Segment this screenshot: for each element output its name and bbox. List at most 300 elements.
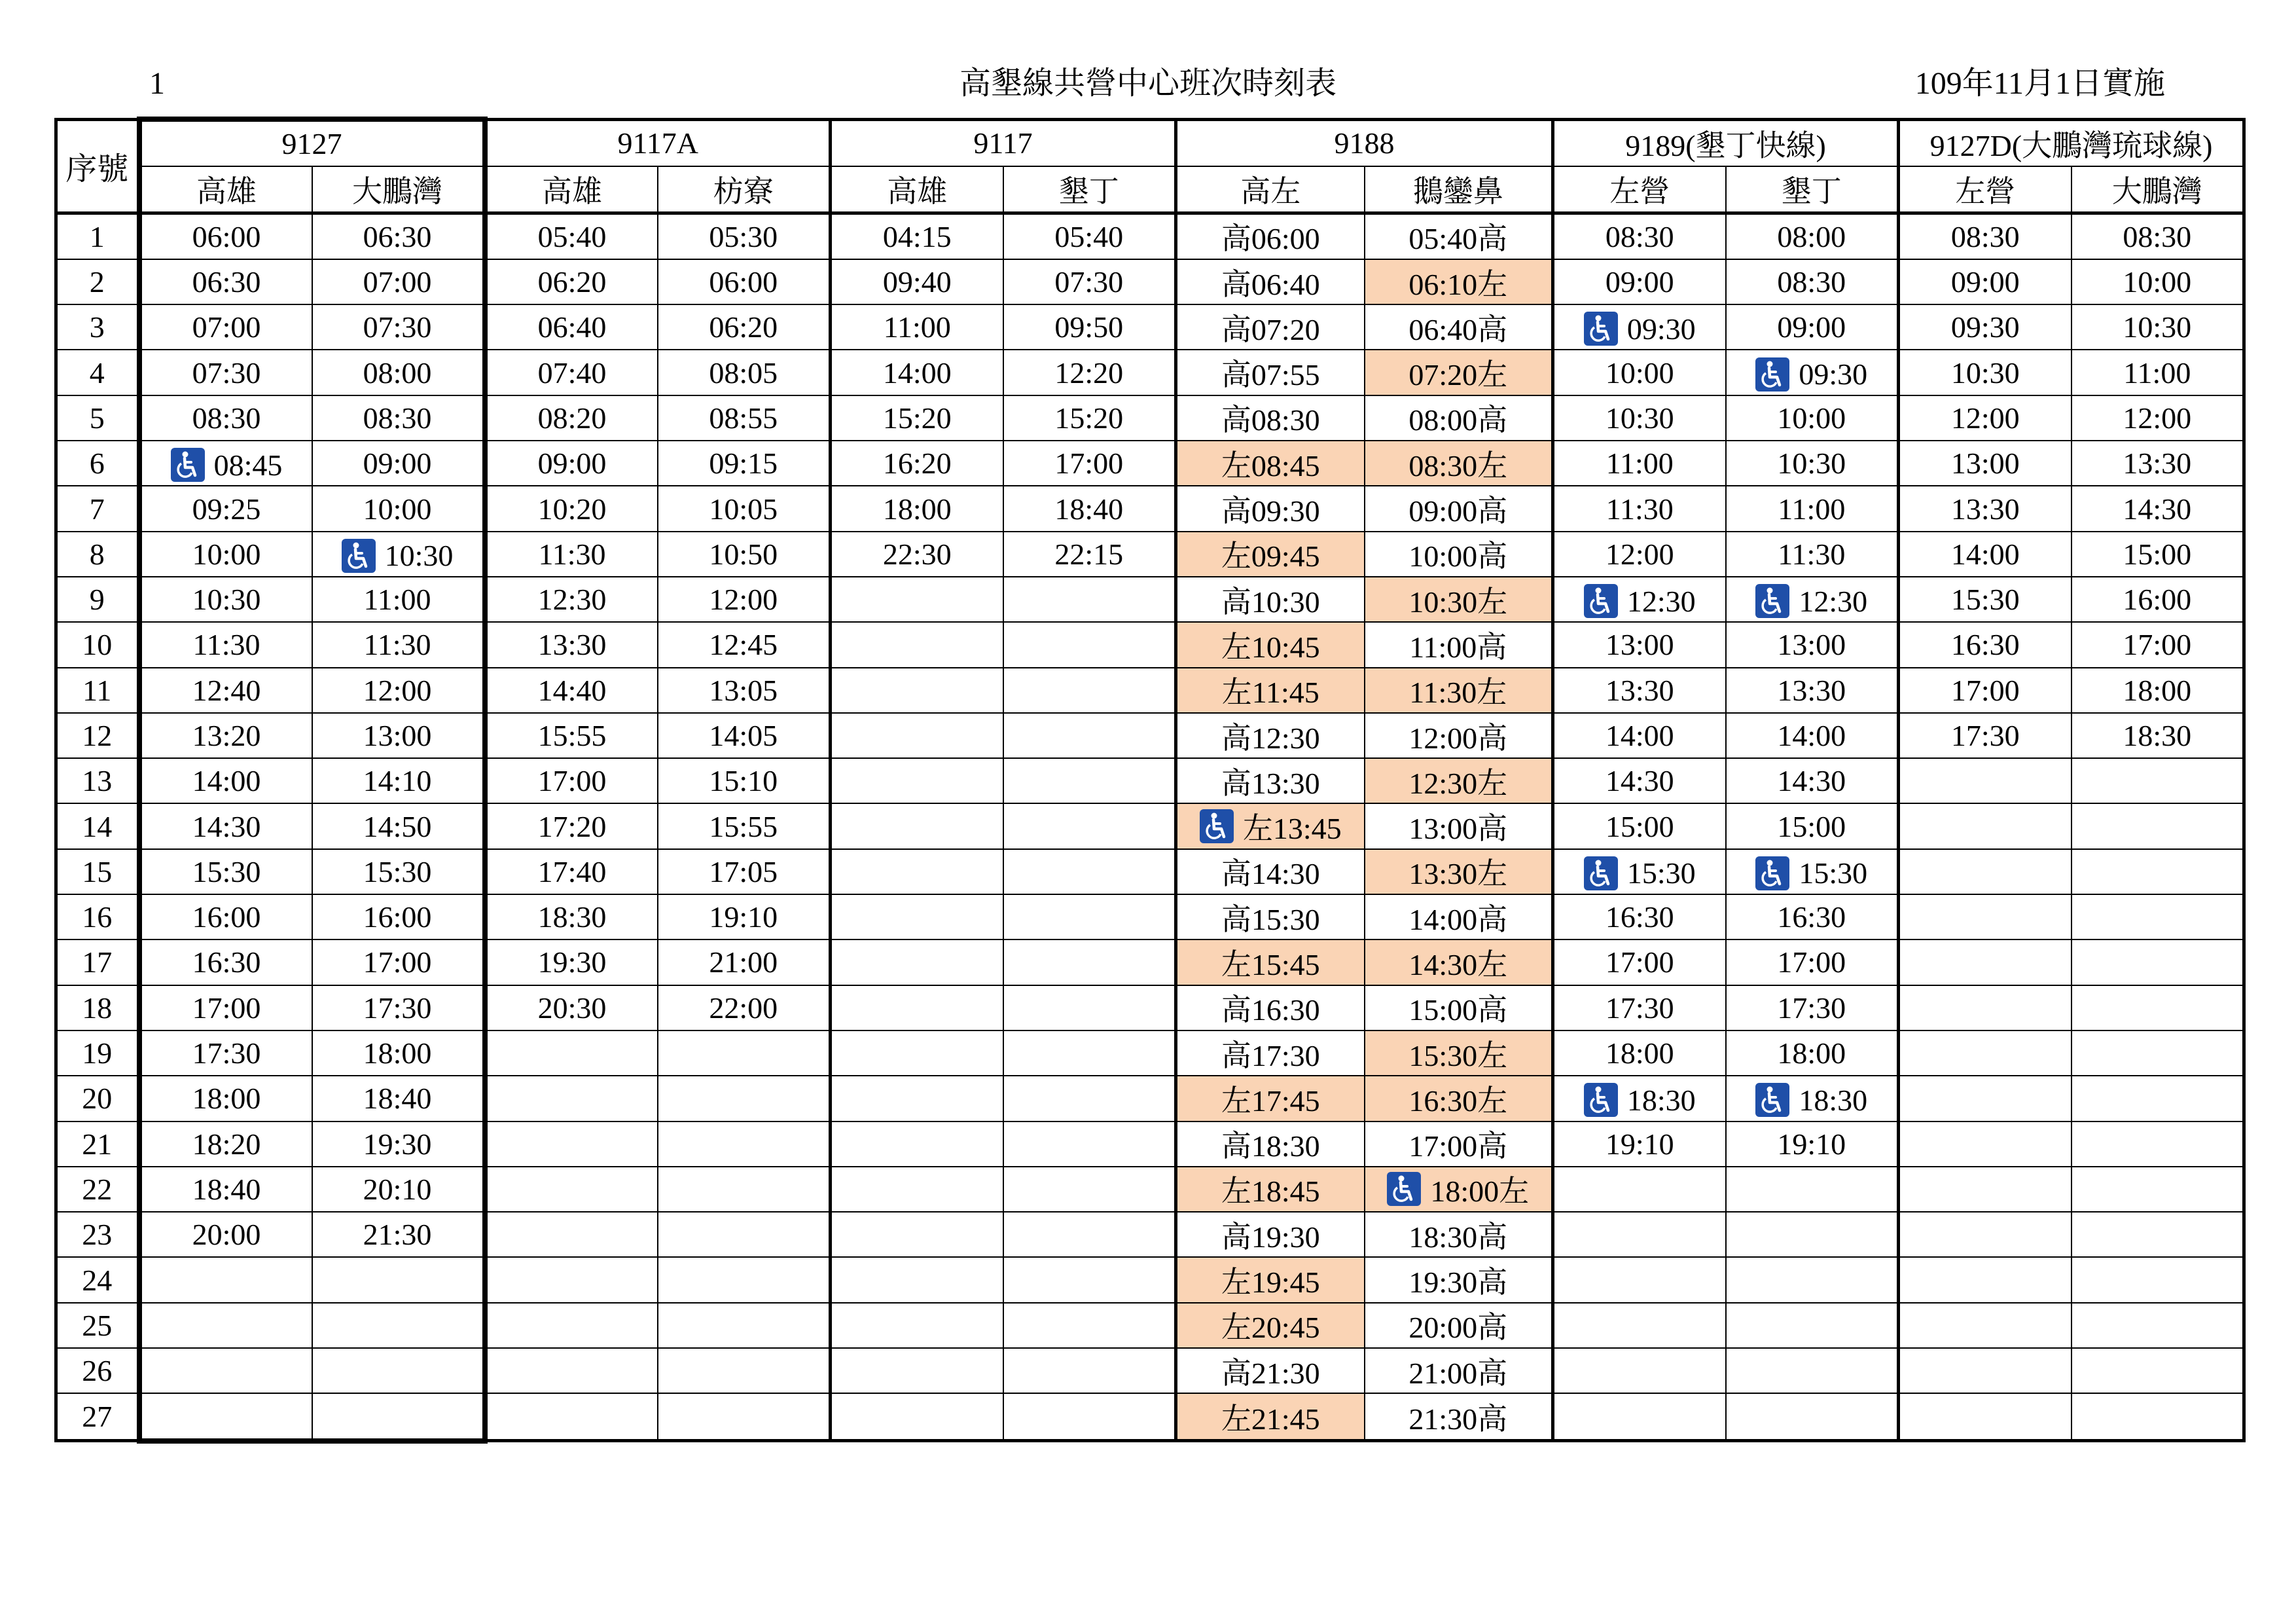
departure-time: 10:30 — [1553, 395, 1726, 441]
departure-time: 15:30 — [139, 849, 312, 894]
stop-header: 大鵬灣 — [312, 166, 485, 213]
row-index: 25 — [56, 1303, 139, 1348]
departure-time: 左08:45 — [1176, 441, 1365, 486]
departure-time: 18:40 — [139, 1167, 312, 1212]
row-index: 11 — [56, 668, 139, 713]
table-row — [56, 803, 2244, 848]
departure-time — [831, 622, 1003, 667]
departure-time — [1553, 1348, 1726, 1393]
departure-time: 18:20 — [139, 1122, 312, 1167]
wheelchair-icon — [1584, 856, 1618, 890]
departure-time — [831, 1303, 1003, 1348]
departure-time: 12:30左 — [1365, 758, 1553, 803]
departure-time: 12:00 — [2072, 395, 2244, 441]
departure-time — [312, 1257, 485, 1302]
departure-time — [658, 1348, 831, 1393]
departure-time — [2072, 1348, 2244, 1393]
departure-time: 08:55 — [658, 395, 831, 441]
departure-time: 06:10左 — [1365, 259, 1553, 304]
departure-time: 07:30 — [139, 350, 312, 395]
departure-time: 18:40 — [1003, 486, 1176, 531]
departure-time: 07:00 — [312, 259, 485, 304]
stop-header: 高雄 — [485, 166, 658, 213]
row-index: 22 — [56, 1167, 139, 1212]
departure-time — [1176, 803, 1365, 848]
departure-time: 22:00 — [658, 985, 831, 1030]
departure-time: 16:20 — [831, 441, 1003, 486]
departure-time — [485, 1076, 658, 1121]
table-row — [56, 1303, 2244, 1348]
departure-time: 13:00 — [1899, 441, 2072, 486]
departure-time — [1899, 1167, 2072, 1212]
table-row — [56, 577, 2244, 622]
departure-time — [2072, 1076, 2244, 1121]
table-row — [56, 1030, 2244, 1076]
departure-time — [658, 1167, 831, 1212]
departure-time: 19:30 — [312, 1122, 485, 1167]
stop-header: 鵝鑾鼻 — [1365, 166, 1553, 213]
departure-time: 高17:30 — [1176, 1030, 1365, 1076]
departure-time — [1553, 1212, 1726, 1257]
stop-header: 墾丁 — [1003, 166, 1176, 213]
departure-time: 17:30 — [1899, 713, 2072, 758]
departure-time — [831, 758, 1003, 803]
table-row — [56, 939, 2244, 985]
departure-time — [139, 1348, 312, 1393]
departure-time: 08:30 — [1726, 259, 1899, 304]
departure-time: 19:30 — [485, 939, 658, 985]
departure-time: 左17:45 — [1176, 1076, 1365, 1121]
departure-time — [831, 1348, 1003, 1393]
departure-time — [831, 1030, 1003, 1076]
departure-time — [139, 1257, 312, 1302]
row-index: 6 — [56, 441, 139, 486]
departure-time: 12:00高 — [1365, 713, 1553, 758]
departure-time — [1553, 1393, 1726, 1440]
wheelchair-icon — [1755, 357, 1789, 392]
departure-time: 13:30 — [1726, 668, 1899, 713]
departure-time — [2072, 939, 2244, 985]
departure-time: 09:00 — [312, 441, 485, 486]
table-row — [56, 1348, 2244, 1393]
row-index: 3 — [56, 304, 139, 350]
departure-time: 16:30 — [1553, 894, 1726, 939]
row-index: 9 — [56, 577, 139, 622]
departure-time: 06:30 — [139, 259, 312, 304]
departure-time: 左18:45 — [1176, 1167, 1365, 1212]
departure-time — [1003, 1303, 1176, 1348]
departure-time — [1003, 622, 1176, 667]
departure-time — [1726, 1348, 1899, 1393]
departure-time-text: 18:30 — [1799, 1083, 1868, 1117]
row-index: 5 — [56, 395, 139, 441]
wheelchair-icon — [1584, 1083, 1618, 1117]
departure-time: 高09:30 — [1176, 486, 1365, 531]
departure-time: 15:30左 — [1365, 1030, 1553, 1076]
departure-time — [1899, 1257, 2072, 1302]
timetable-header — [56, 119, 2244, 213]
departure-time: 14:50 — [312, 803, 485, 848]
departure-time: 10:30 — [1899, 350, 2072, 395]
departure-time — [2072, 758, 2244, 803]
departure-time — [1726, 350, 1899, 395]
route-header: 9127 — [139, 119, 485, 166]
stop-header: 墾丁 — [1726, 166, 1899, 213]
departure-time: 10:05 — [658, 486, 831, 531]
departure-time-text: 15:30 — [1626, 856, 1696, 890]
table-row — [56, 1257, 2244, 1302]
departure-time: 11:00 — [831, 304, 1003, 350]
departure-time — [1003, 1122, 1176, 1167]
table-row — [56, 1167, 2244, 1212]
departure-time: 高10:30 — [1176, 577, 1365, 622]
row-index: 10 — [56, 622, 139, 667]
departure-time: 高16:30 — [1176, 985, 1365, 1030]
table-row — [56, 1393, 2244, 1440]
departure-time — [485, 1212, 658, 1257]
departure-time: 17:00 — [2072, 622, 2244, 667]
departure-time: 04:15 — [831, 213, 1003, 259]
departure-time: 09:00 — [1899, 259, 2072, 304]
departure-time — [1003, 1212, 1176, 1257]
departure-time — [1003, 985, 1176, 1030]
departure-time: 21:00高 — [1365, 1348, 1553, 1393]
departure-time — [831, 803, 1003, 848]
departure-time: 14:30 — [2072, 486, 2244, 531]
departure-time — [1899, 1303, 2072, 1348]
departure-time — [2072, 1030, 2244, 1076]
departure-time — [312, 1303, 485, 1348]
departure-time: 20:00 — [139, 1212, 312, 1257]
table-row — [56, 1076, 2244, 1121]
departure-time: 10:00高 — [1365, 532, 1553, 577]
departure-time — [1003, 1167, 1176, 1212]
departure-time: 11:30左 — [1365, 668, 1553, 713]
departure-time: 14:30左 — [1365, 939, 1553, 985]
departure-time: 11:30 — [485, 532, 658, 577]
departure-time: 左15:45 — [1176, 939, 1365, 985]
departure-time: 高14:30 — [1176, 849, 1365, 894]
table-row — [56, 713, 2244, 758]
departure-time: 11:30 — [1553, 486, 1726, 531]
departure-time — [831, 1393, 1003, 1440]
departure-time: 高13:30 — [1176, 758, 1365, 803]
departure-time: 13:30 — [2072, 441, 2244, 486]
departure-time: 13:05 — [658, 668, 831, 713]
departure-time: 15:10 — [658, 758, 831, 803]
departure-time — [2072, 1212, 2244, 1257]
departure-time: 15:00 — [2072, 532, 2244, 577]
departure-time: 17:05 — [658, 849, 831, 894]
departure-time: 09:40 — [831, 259, 1003, 304]
departure-time-text: 10:30 — [384, 539, 454, 573]
departure-time — [2072, 1122, 2244, 1167]
wheelchair-icon — [171, 448, 205, 482]
departure-time: 15:00高 — [1365, 985, 1553, 1030]
departure-time: 12:30 — [485, 577, 658, 622]
wheelchair-icon — [1755, 856, 1789, 890]
departure-time: 13:00 — [1553, 622, 1726, 667]
departure-time: 17:00 — [312, 939, 485, 985]
departure-time: 08:30 — [312, 395, 485, 441]
table-row — [56, 350, 2244, 395]
departure-time — [831, 985, 1003, 1030]
departure-time: 10:30左 — [1365, 577, 1553, 622]
departure-time: 05:40 — [1003, 213, 1176, 259]
departure-time: 07:30 — [1003, 259, 1176, 304]
departure-time: 09:30 — [1899, 304, 2072, 350]
departure-time — [1003, 758, 1176, 803]
departure-time — [1726, 1167, 1899, 1212]
departure-time — [1899, 1212, 2072, 1257]
departure-time: 高19:30 — [1176, 1212, 1365, 1257]
departure-time: 17:20 — [485, 803, 658, 848]
departure-time — [2072, 1257, 2244, 1302]
departure-time — [1899, 1393, 2072, 1440]
route-header: 9188 — [1176, 119, 1553, 166]
stop-header: 高雄 — [139, 166, 312, 213]
departure-time — [1003, 803, 1176, 848]
departure-time — [485, 1122, 658, 1167]
departure-time-text: 09:30 — [1626, 312, 1696, 346]
departure-time: 08:30 — [139, 395, 312, 441]
departure-time: 18:00 — [1726, 1030, 1899, 1076]
departure-time — [2072, 1303, 2244, 1348]
wheelchair-icon — [1755, 584, 1789, 618]
stop-header: 高左 — [1176, 166, 1365, 213]
departure-time: 13:00 — [1726, 622, 1899, 667]
departure-time — [1553, 577, 1726, 622]
departure-time — [485, 1257, 658, 1302]
departure-time: 16:30 — [139, 939, 312, 985]
departure-time: 12:20 — [1003, 350, 1176, 395]
departure-time: 14:10 — [312, 758, 485, 803]
departure-time — [1726, 1303, 1899, 1348]
stop-header: 左營 — [1553, 166, 1726, 213]
departure-time: 05:30 — [658, 213, 831, 259]
departure-time: 13:30 — [485, 622, 658, 667]
row-index: 17 — [56, 939, 139, 985]
row-index: 13 — [56, 758, 139, 803]
departure-time — [831, 1122, 1003, 1167]
departure-time — [1365, 1167, 1553, 1212]
departure-time: 20:10 — [312, 1167, 485, 1212]
departure-time: 09:00 — [1726, 304, 1899, 350]
row-index: 12 — [56, 713, 139, 758]
departure-time: 20:00高 — [1365, 1303, 1553, 1348]
departure-time: 13:20 — [139, 713, 312, 758]
departure-time — [2072, 1393, 2244, 1440]
departure-time: 14:30 — [139, 803, 312, 848]
departure-time — [1553, 1303, 1726, 1348]
table-row — [56, 532, 2244, 577]
departure-time — [2072, 849, 2244, 894]
departure-time: 07:20左 — [1365, 350, 1553, 395]
departure-time: 18:30 — [2072, 713, 2244, 758]
departure-time — [139, 1393, 312, 1440]
departure-time: 18:00 — [312, 1030, 485, 1076]
table-row — [56, 849, 2244, 894]
stop-header: 枋寮 — [658, 166, 831, 213]
departure-time — [485, 1167, 658, 1212]
table-row — [56, 486, 2244, 531]
departure-time: 22:30 — [831, 532, 1003, 577]
departure-time: 14:00 — [1553, 713, 1726, 758]
route-header: 9117A — [485, 119, 831, 166]
departure-time — [485, 1303, 658, 1348]
stop-header: 高雄 — [831, 166, 1003, 213]
departure-time: 13:30 — [1899, 486, 2072, 531]
departure-time: 11:00 — [1726, 486, 1899, 531]
departure-time: 08:30 — [2072, 213, 2244, 259]
departure-time: 08:00 — [1726, 213, 1899, 259]
departure-time: 07:40 — [485, 350, 658, 395]
departure-time — [1003, 1030, 1176, 1076]
departure-time: 21:30高 — [1365, 1393, 1553, 1440]
departure-time-text: 左13:45 — [1242, 812, 1342, 846]
departure-time — [658, 1076, 831, 1121]
departure-time: 高06:40 — [1176, 259, 1365, 304]
departure-time: 21:30 — [312, 1212, 485, 1257]
departure-time: 17:00 — [1726, 939, 1899, 985]
table-row — [56, 622, 2244, 667]
departure-time — [1726, 1257, 1899, 1302]
table-row — [56, 758, 2244, 803]
departure-time — [1726, 849, 1899, 894]
departure-time: 17:30 — [139, 1030, 312, 1076]
row-index: 14 — [56, 803, 139, 848]
departure-time: 06:00 — [658, 259, 831, 304]
departure-time — [485, 1030, 658, 1076]
departure-time — [658, 1122, 831, 1167]
effective-date: 109年11月1日實施 — [1914, 66, 2165, 101]
row-index: 20 — [56, 1076, 139, 1121]
departure-time: 18:00 — [139, 1076, 312, 1121]
page-number: 1 — [149, 66, 165, 101]
departure-time — [831, 939, 1003, 985]
departure-time: 16:30 — [1726, 894, 1899, 939]
departure-time: 10:30 — [139, 577, 312, 622]
departure-time: 11:30 — [139, 622, 312, 667]
index-header: 序號 — [56, 119, 139, 213]
row-index: 21 — [56, 1122, 139, 1167]
departure-time: 15:20 — [1003, 395, 1176, 441]
departure-time: 19:30高 — [1365, 1257, 1553, 1302]
wheelchair-icon — [342, 539, 376, 573]
departure-time: 06:40 — [485, 304, 658, 350]
departure-time: 14:05 — [658, 713, 831, 758]
departure-time-text: 08:45 — [213, 448, 283, 482]
departure-time: 15:20 — [831, 395, 1003, 441]
departure-time — [2072, 803, 2244, 848]
departure-time — [1003, 849, 1176, 894]
departure-time — [2072, 1167, 2244, 1212]
departure-time: 14:00 — [1899, 532, 2072, 577]
row-index: 4 — [56, 350, 139, 395]
departure-time — [2072, 985, 2244, 1030]
departure-time: 08:30 — [1899, 213, 2072, 259]
departure-time: 左19:45 — [1176, 1257, 1365, 1302]
departure-time — [1553, 1257, 1726, 1302]
departure-time — [485, 1393, 658, 1440]
departure-time — [1899, 803, 2072, 848]
departure-time: 17:40 — [485, 849, 658, 894]
departure-time-text: 18:00左 — [1430, 1175, 1530, 1209]
departure-time — [1003, 1076, 1176, 1121]
departure-time-text: 09:30 — [1799, 357, 1868, 392]
departure-time: 19:10 — [658, 894, 831, 939]
departure-time: 16:00 — [139, 894, 312, 939]
departure-time — [658, 1030, 831, 1076]
departure-time: 13:30左 — [1365, 849, 1553, 894]
departure-time — [831, 849, 1003, 894]
departure-time: 17:30 — [1726, 985, 1899, 1030]
departure-time — [831, 894, 1003, 939]
departure-time: 左20:45 — [1176, 1303, 1365, 1348]
departure-time: 12:00 — [1553, 532, 1726, 577]
departure-time — [658, 1257, 831, 1302]
departure-time: 高21:30 — [1176, 1348, 1365, 1393]
departure-time — [1003, 894, 1176, 939]
departure-time: 14:00高 — [1365, 894, 1553, 939]
timetable — [54, 117, 2246, 1444]
departure-time — [658, 1303, 831, 1348]
departure-time — [1899, 939, 2072, 985]
departure-time: 10:50 — [658, 532, 831, 577]
departure-time: 左11:45 — [1176, 668, 1365, 713]
wheelchair-icon — [1755, 1083, 1789, 1117]
departure-time: 14:00 — [1726, 713, 1899, 758]
row-index: 2 — [56, 259, 139, 304]
departure-time: 高18:30 — [1176, 1122, 1365, 1167]
departure-time: 06:40高 — [1365, 304, 1553, 350]
route-header: 9117 — [831, 119, 1176, 166]
departure-time — [1003, 1257, 1176, 1302]
departure-time: 06:00 — [139, 213, 312, 259]
departure-time-text: 18:30 — [1626, 1083, 1696, 1117]
departure-time: 17:00 — [1899, 668, 2072, 713]
departure-time: 17:30 — [1553, 985, 1726, 1030]
departure-time — [312, 532, 485, 577]
departure-time: 14:00 — [831, 350, 1003, 395]
departure-time — [1899, 758, 2072, 803]
departure-time: 10:30 — [1726, 441, 1899, 486]
row-index: 1 — [56, 213, 139, 259]
table-row — [56, 668, 2244, 713]
departure-time: 17:00 — [139, 985, 312, 1030]
wheelchair-icon — [1200, 809, 1234, 843]
departure-time — [1553, 1076, 1726, 1121]
departure-time: 18:00 — [1553, 1030, 1726, 1076]
row-index: 27 — [56, 1393, 139, 1440]
table-row — [56, 894, 2244, 939]
row-index: 24 — [56, 1257, 139, 1302]
departure-time — [1553, 1167, 1726, 1212]
departure-time: 06:20 — [658, 304, 831, 350]
departure-time: 12:00 — [1899, 395, 2072, 441]
departure-time: 09:25 — [139, 486, 312, 531]
departure-time: 13:00 — [312, 713, 485, 758]
departure-time: 11:00 — [2072, 350, 2244, 395]
departure-time: 09:00 — [485, 441, 658, 486]
wheelchair-icon — [1584, 584, 1618, 618]
departure-time — [1726, 1393, 1899, 1440]
departure-time — [831, 713, 1003, 758]
departure-time: 10:00 — [139, 532, 312, 577]
departure-time: 10:00 — [1553, 350, 1726, 395]
departure-time: 15:30 — [312, 849, 485, 894]
departure-time: 高06:00 — [1176, 213, 1365, 259]
